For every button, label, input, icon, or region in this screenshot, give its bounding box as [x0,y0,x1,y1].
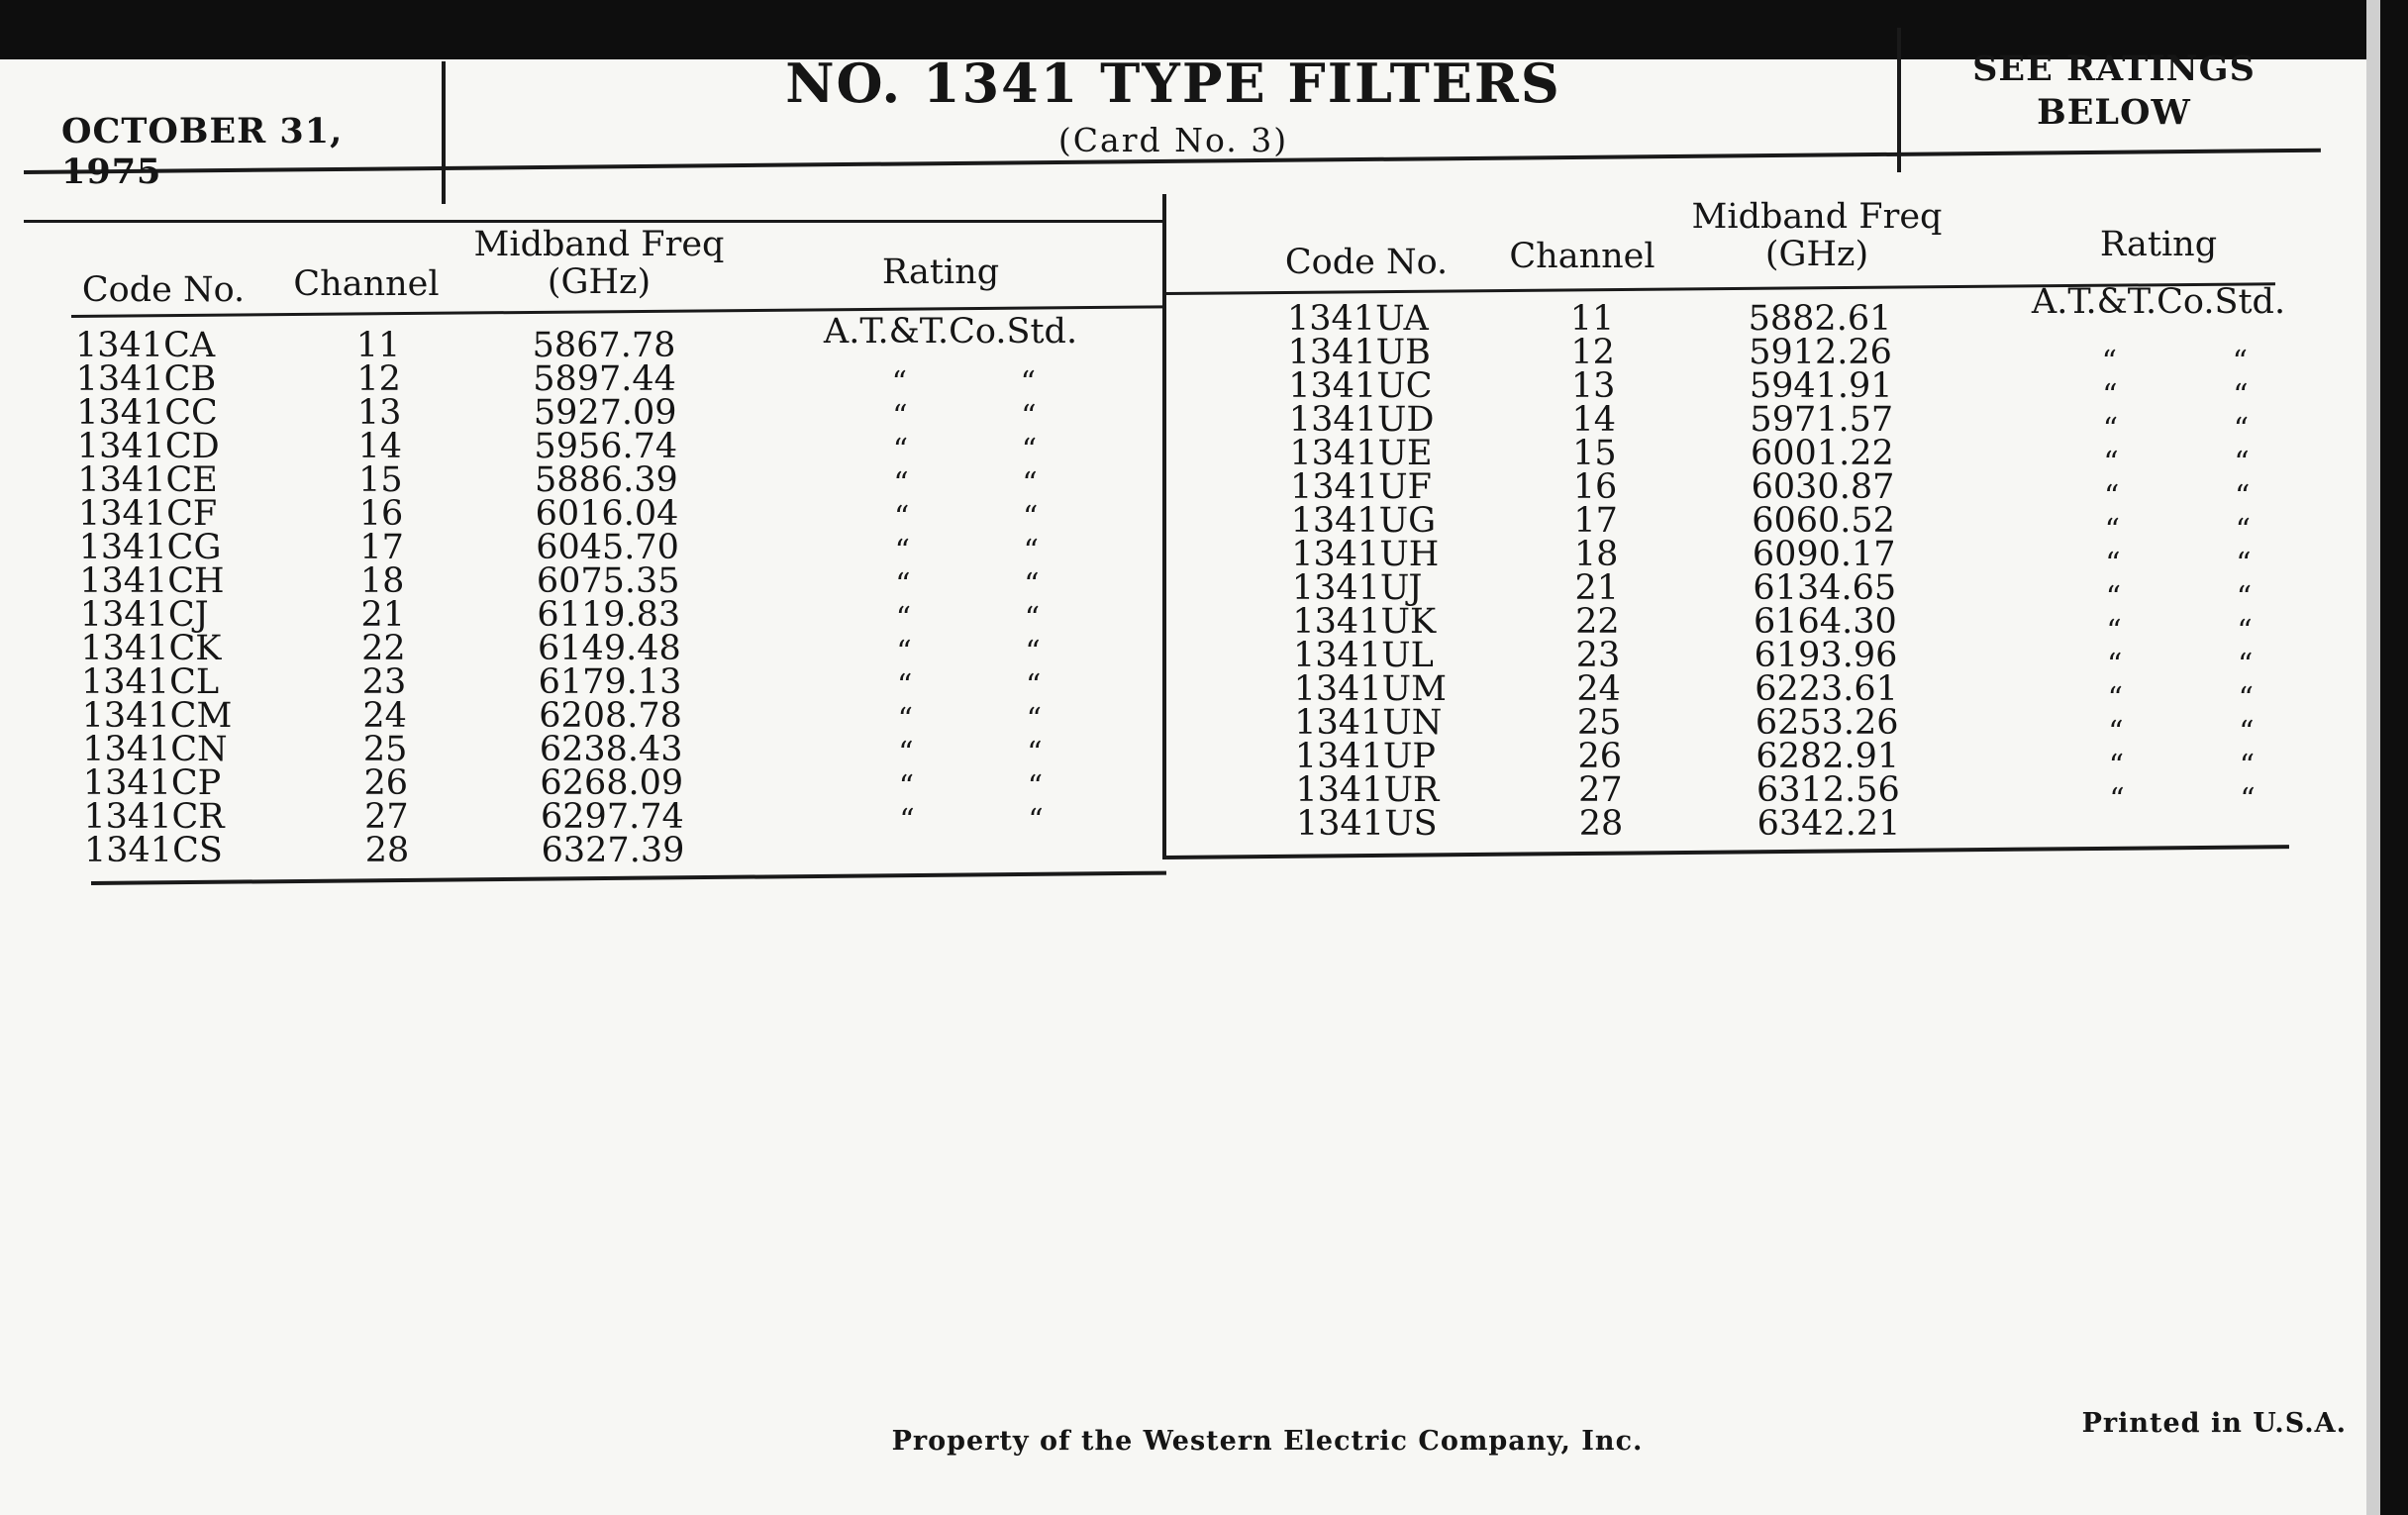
row-freq: 6090.17 [1752,535,1896,574]
ditto-mark: “ [895,601,912,636]
ditto-mark: “ [1023,534,1039,568]
ratings-note-line2: BELOW [2037,92,2191,133]
row-freq: 6030.87 [1751,467,1895,507]
ditto-mark: “ [897,702,913,737]
ditto-mark: “ [897,668,913,703]
row-code: 1341CM [81,696,233,736]
row-freq: 6253.26 [1755,703,1899,743]
right-head-freq-line1: Midband Freq [1691,197,1943,237]
row-code: 1341CP [82,763,222,803]
ditto-mark: “ [1020,365,1036,400]
row-code: 1341UG [1290,501,1437,541]
row-channel: 11 [355,326,401,365]
row-code: 1341CF [78,494,218,534]
row-freq: 6016.04 [535,494,679,534]
row-freq: 5941.91 [1749,366,1893,406]
ditto-mark: “ [898,769,915,804]
row-freq: 6193.96 [1754,636,1898,675]
row-freq: 6164.30 [1754,602,1897,642]
ditto-mark: “ [2236,580,2253,615]
ditto-mark: “ [2102,412,2119,447]
row-code: 1341US [1296,804,1438,844]
row-channel: 12 [356,359,401,399]
ditto-mark: “ [2239,715,2255,750]
ditto-mark: “ [2236,547,2252,581]
row-code: 1341UJ [1291,568,1423,608]
row-channel: 25 [1576,703,1622,743]
row-code: 1341CS [84,831,223,870]
row-channel: 27 [1578,770,1623,810]
row-freq: 6001.22 [1751,434,1894,473]
row-channel: 28 [1578,804,1624,844]
ditto-mark: “ [1024,601,1041,636]
row-code: 1341CR [83,797,225,837]
row-channel: 21 [1574,568,1620,608]
row-channel: 13 [1570,366,1616,406]
left-head-code: Code No. [81,270,246,310]
row-code: 1341UH [1291,535,1440,574]
row-code: 1341CH [79,561,225,601]
ditto-mark: “ [892,433,909,467]
ditto-mark: “ [2237,614,2253,649]
ditto-mark: “ [2109,782,2125,817]
row-code: 1341UN [1294,703,1443,743]
row-code: 1341UP [1294,737,1436,776]
ditto-mark: “ [2235,479,2251,514]
left-bottom-rule [91,871,1166,885]
ditto-mark: “ [1021,433,1038,467]
ditto-mark: “ [2235,513,2251,548]
ratings-note [1911,48,2317,135]
row-freq: 6238.43 [539,730,683,769]
row-code: 1341CK [80,629,222,668]
row-freq: 6223.61 [1755,669,1898,709]
row-channel: 22 [361,629,406,668]
ditto-mark: “ [2106,614,2122,649]
row-channel: 21 [360,595,406,635]
left-head-freq-line1: Midband Freq [473,225,725,264]
row-freq: 5867.78 [532,326,676,365]
ditto-mark: “ [2101,345,2117,379]
left-head-freq-line2: (GHz) [547,262,652,302]
row-freq: 6297.74 [541,797,684,837]
ditto-mark: “ [2103,446,2119,480]
ditto-mark: “ [2238,681,2254,716]
right-head-rating: Rating [2099,225,2218,264]
row-freq: 6312.56 [1756,770,1900,810]
row-channel: 23 [1575,636,1621,675]
row-channel: 14 [1571,400,1617,440]
card-title: NO. 1341 TYPE FILTERS [785,51,1561,115]
ditto-mark: “ [2104,479,2120,514]
row-code: 1341UL [1293,636,1434,675]
ditto-mark: “ [2108,715,2124,750]
row-channel: 11 [1569,299,1615,339]
row-channel: 16 [358,494,404,534]
ditto-mark: “ [895,567,911,602]
ditto-mark: “ [2107,681,2123,716]
ditto-mark: “ [899,803,915,838]
row-freq: 6134.65 [1753,568,1897,608]
row-channel: 25 [362,730,408,769]
row-freq: 6327.39 [541,831,685,870]
row-freq: 5927.09 [533,393,677,433]
row-channel: 27 [364,797,409,837]
ditto-mark: “ [1028,803,1044,838]
ditto-mark: “ [2105,547,2121,581]
right-head-freq-line2: (GHz) [1764,235,1869,274]
ditto-mark: “ [894,534,910,568]
row-code: 1341CC [76,393,218,433]
ditto-mark: “ [2108,749,2125,783]
row-freq: 5886.39 [535,460,678,500]
row-code: 1341UA [1287,299,1429,339]
ditto-mark: “ [2104,513,2120,548]
ditto-mark: “ [2233,378,2249,413]
row-channel: 28 [364,831,410,870]
row-freq: 6208.78 [539,696,682,736]
row-code: 1341UF [1290,467,1432,507]
card-right-edge-light [2366,0,2380,1515]
right-bottom-rule [1166,845,2289,859]
row-code: 1341UR [1295,770,1440,810]
row-channel: 16 [1572,467,1618,507]
ditto-mark: “ [1027,769,1044,804]
row-freq: 6060.52 [1752,501,1895,541]
ditto-mark: “ [1022,466,1038,501]
ditto-mark: “ [892,399,908,434]
right-head-code: Code No. [1284,243,1449,282]
row-channel: 12 [1570,333,1615,372]
ditto-mark: “ [1026,668,1042,703]
ditto-mark: “ [1025,635,1041,669]
row-code: 1341UD [1288,400,1435,440]
ditto-mark: “ [1021,399,1037,434]
ditto-mark: “ [2232,345,2248,379]
left-rating-first: A.T.&T.Co.Std. [823,312,1078,352]
row-code: 1341CN [82,730,228,769]
row-freq: 6045.70 [536,528,679,567]
ditto-mark: “ [2102,378,2118,413]
row-code: 1341CG [78,528,222,567]
row-code: 1341UC [1288,366,1433,406]
ditto-mark: “ [896,635,912,669]
footer-printed: Printed in U.S.A. [2081,1408,2347,1439]
ditto-mark: “ [2239,749,2256,783]
row-channel: 18 [359,561,405,601]
row-channel: 26 [363,763,409,803]
row-freq: 6342.21 [1756,804,1901,844]
right-head-channel: Channel [1509,237,1656,276]
card-date: OCTOBER 31, 1975 [61,111,344,192]
row-channel: 17 [359,528,404,567]
right-rating-first: A.T.&T.Co.Std. [2031,282,2286,322]
row-code: 1341CJ [79,595,209,635]
ditto-mark: “ [894,500,910,535]
row-freq: 5897.44 [533,359,676,399]
row-channel: 26 [1577,737,1623,776]
left-head-rating: Rating [881,252,1000,292]
row-code: 1341UK [1292,602,1437,642]
row-channel: 24 [1576,669,1621,709]
row-freq: 5956.74 [534,427,678,466]
card-subtitle: (Card No. 3) [1057,121,1289,159]
row-code: 1341CL [81,662,220,702]
row-channel: 15 [1572,434,1617,473]
ratings-note-line1: SEE RATINGS [1972,49,2256,89]
left-head-freq [465,226,733,301]
row-freq: 6268.09 [540,763,684,803]
row-freq: 6149.48 [538,629,681,668]
row-channel: 17 [1573,501,1618,541]
row-freq: 6179.13 [538,662,682,702]
row-freq: 6075.35 [536,561,680,601]
row-freq: 5912.26 [1749,333,1892,372]
right-head-freq [1683,198,1951,273]
ditto-mark: “ [893,466,909,501]
row-code: 1341UB [1287,333,1431,372]
row-code: 1341CB [75,359,217,399]
row-freq: 6282.91 [1756,737,1900,776]
ditto-mark: “ [2107,648,2123,682]
row-channel: 23 [361,662,407,702]
footer-property: Property of the Western Electric Company, Inc. [891,1426,1644,1457]
ditto-mark: “ [2238,648,2254,682]
row-code: 1341UE [1289,434,1433,473]
row-code: 1341UM [1293,669,1448,709]
row-channel: 22 [1575,602,1620,642]
ditto-mark: “ [891,365,907,400]
row-code: 1341CE [77,460,218,500]
row-channel: 24 [362,696,407,736]
ditto-mark: “ [898,736,914,770]
ditto-mark: “ [2233,412,2250,447]
row-code: 1341CD [76,427,220,466]
row-code: 1341CA [75,326,216,365]
row-channel: 15 [358,460,403,500]
left-head-channel: Channel [293,264,440,304]
ditto-mark: “ [1026,702,1042,737]
ditto-mark: “ [1023,500,1039,535]
ditto-mark: “ [1024,567,1040,602]
table-top-rule [24,220,1162,223]
row-freq: 5882.61 [1748,299,1892,339]
ditto-mark: “ [1027,736,1043,770]
row-channel: 13 [356,393,402,433]
ditto-mark: “ [2234,446,2250,480]
card-right-edge [2380,0,2408,1515]
row-freq: 6119.83 [537,595,681,635]
ditto-mark: “ [2105,580,2122,615]
ditto-mark: “ [2240,782,2256,817]
row-channel: 18 [1573,535,1619,574]
row-freq: 5971.57 [1750,400,1894,440]
row-channel: 14 [357,427,403,466]
